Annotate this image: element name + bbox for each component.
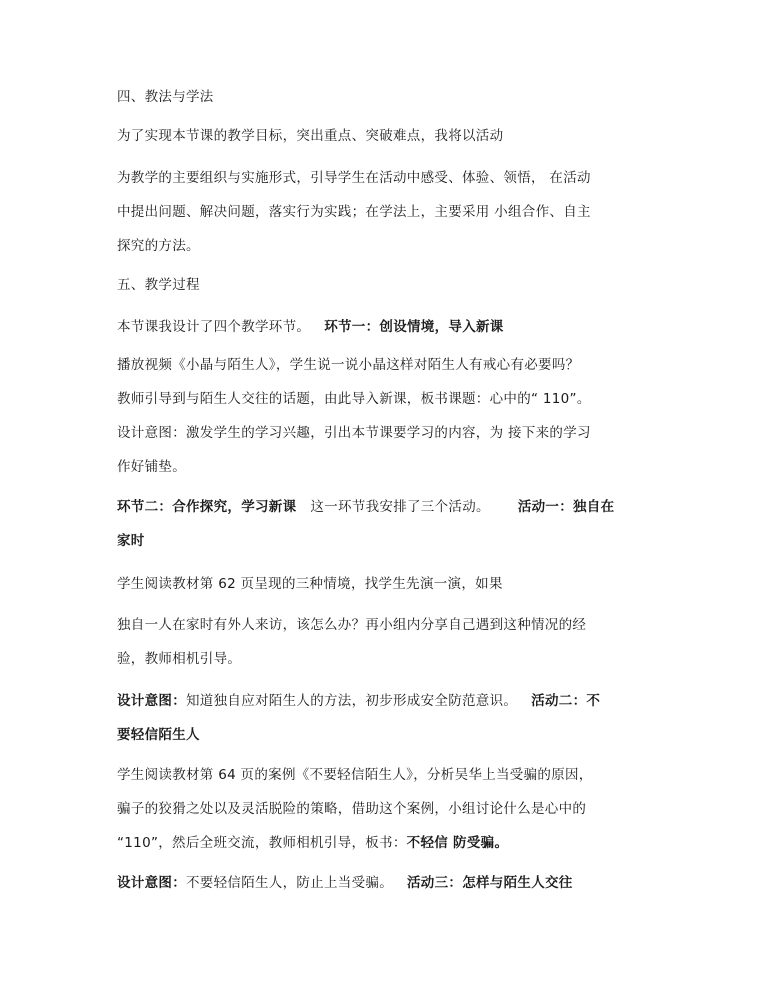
paragraph-line: [117, 834, 508, 852]
paragraph-line: [117, 692, 600, 710]
activity-two-heading: 活动二：不: [531, 693, 601, 709]
paragraph-line: 作好铺垫。: [117, 459, 186, 475]
section-heading-teaching-methods: 四、教法与学法: [117, 89, 214, 105]
activity-one-heading: 活动一：独自在: [517, 499, 615, 515]
activity-one-heading-continued: 家时: [117, 533, 145, 549]
paragraph-text: 知道独自应对陌生人的方法，初步形成安全防范意识。: [186, 693, 518, 709]
paragraph-text: 本节课我设计了四个教学环节。: [117, 319, 311, 335]
activity-two-heading-continued: 要轻信陌生人: [117, 727, 200, 743]
paragraph-line: 探究的方法。: [117, 238, 200, 254]
activity-three-heading: 活动三：怎样与陌生人交往: [407, 875, 573, 891]
paragraph-line: [117, 874, 573, 892]
paragraph-line: 独自一人在家时有外人来访，该怎么办？再小组内分享自己遇到这种情况的经: [117, 617, 587, 633]
paragraph-line: 骗子的狡猾之处以及灵活脱险的策略，借助这个案例，小组讨论什么是心中的: [117, 801, 587, 817]
step-one-heading: 环节一：创设情境，导入新课: [324, 319, 504, 335]
paragraph-line: [117, 498, 614, 516]
paragraph-line: 学生阅读教材第 62 页呈现的三种情境，找学生先演一演，如果: [117, 576, 503, 592]
paragraph-line: 为了实现本节课的教学目标，突出重点、突破难点，我将以活动: [117, 128, 504, 144]
paragraph-line: [117, 318, 504, 336]
paragraph-line: 教师引导到与陌生人交往的话题，由此导入新课，板书课题：心中的“ 110”。: [117, 391, 591, 407]
paragraph-text: “110”，然后全班交流，教师相机引导，板书：: [117, 835, 407, 851]
design-intent-label: 设计意图：: [117, 693, 186, 709]
design-intent-label: 设计意图：: [117, 875, 186, 891]
paragraph-text: 不要轻信陌生人，防止上当受骗。: [186, 875, 393, 891]
section-heading-teaching-process: 五、教学过程: [117, 277, 200, 293]
board-writing-text: 不轻信 防受骗。: [406, 835, 509, 851]
paragraph-line: 学生阅读教材第 64 页的案例《不要轻信陌生人》，分析吴华上当受骗的原因，: [117, 767, 593, 783]
step-two-heading: 环节二：合作探究，学习新课: [117, 499, 297, 515]
paragraph-line: 验，教师相机引导。: [117, 651, 242, 667]
paragraph-text: 这一环节我安排了三个活动。: [310, 499, 490, 515]
paragraph-line: 为教学的主要组织与实施形式，引导学生在活动中感受、体验、领悟， 在活动: [117, 170, 591, 186]
paragraph-line: 设计意图：激发学生的学习兴趣，引出本节课要学习的内容，为 接下来的学习: [117, 425, 591, 441]
paragraph-line: 播放视频《小晶与陌生人》，学生说一说小晶这样对陌生人有戒心有必要吗？: [117, 357, 580, 373]
paragraph-line: 中提出问题、解决问题，落实行为实践；在学法上，主要采用 小组合作、自主: [117, 204, 591, 220]
